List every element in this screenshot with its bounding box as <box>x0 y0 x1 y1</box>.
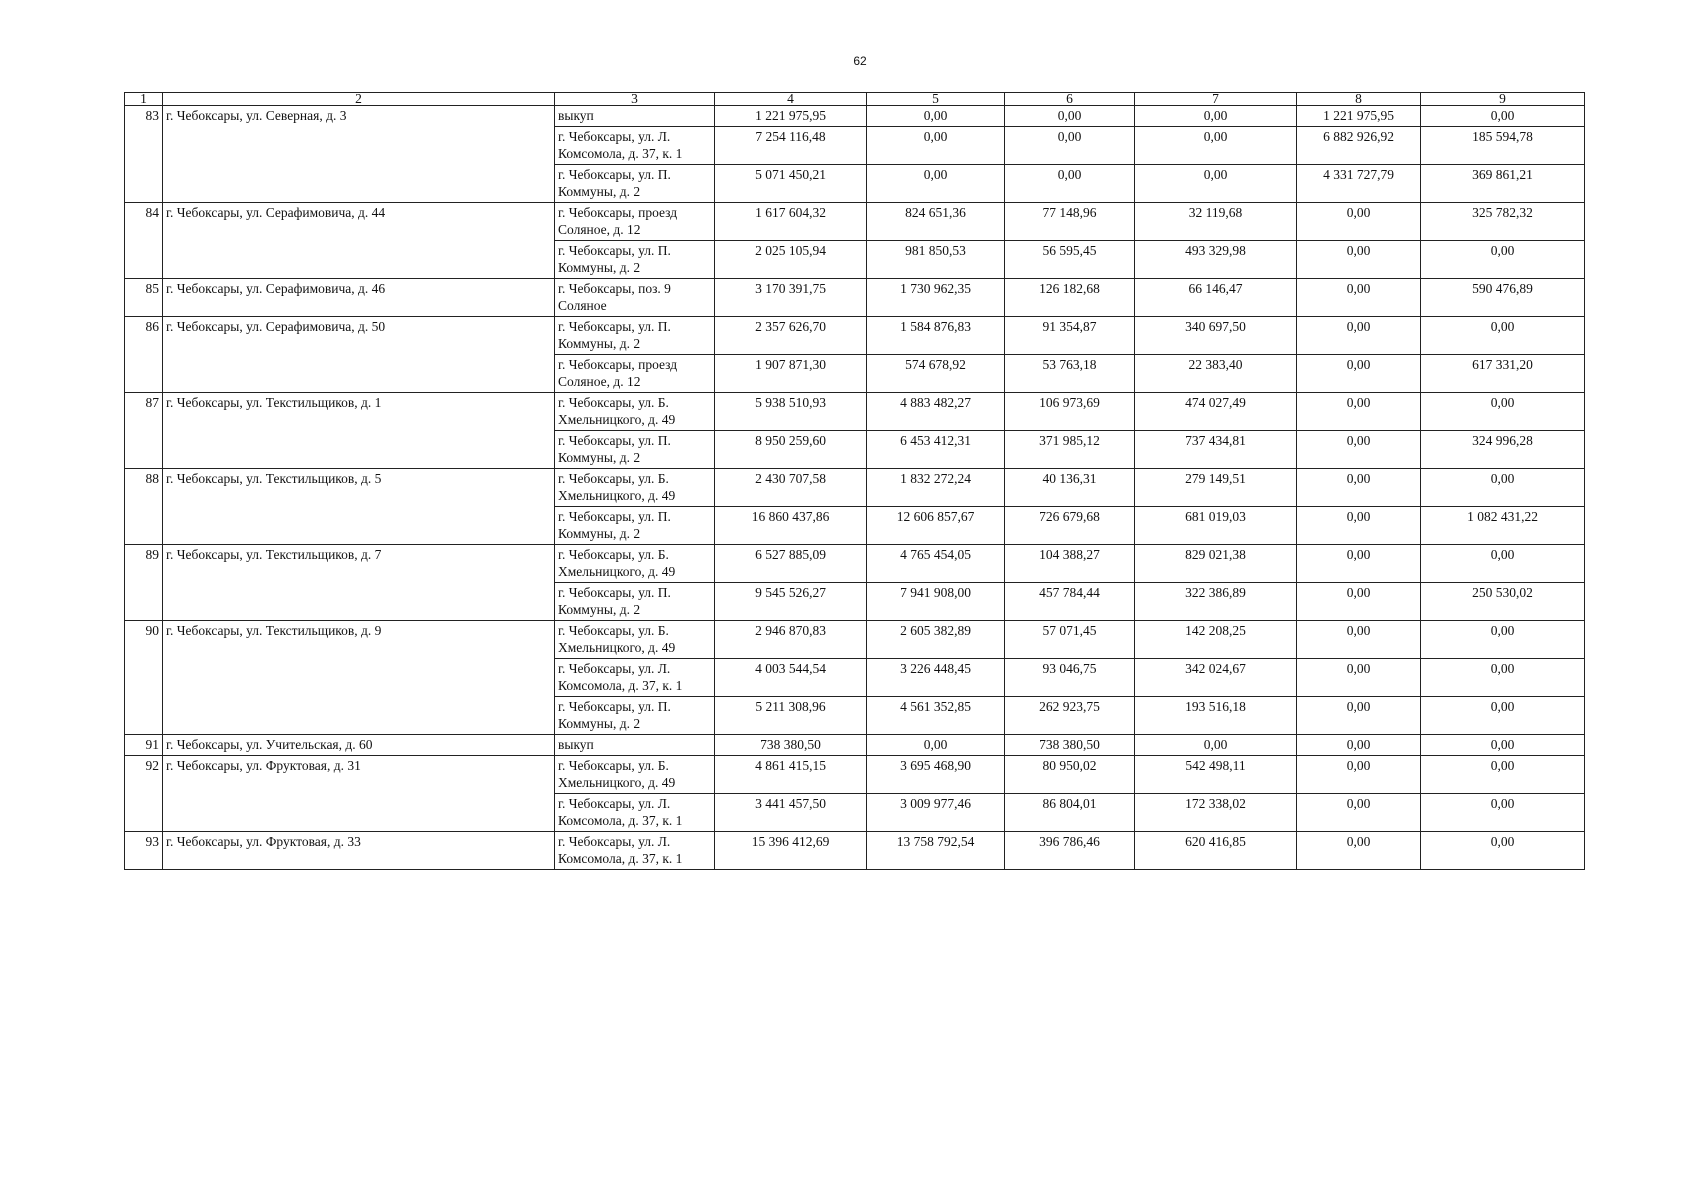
amount-cell: 325 782,32 <box>1421 203 1585 241</box>
amount-cell: 0,00 <box>1297 545 1421 583</box>
object-address: г. Чебоксары, ул. Серафимовича, д. 46 <box>163 279 555 317</box>
row-number: 85 <box>125 279 163 317</box>
amount-cell: 57 071,45 <box>1005 621 1135 659</box>
amount-cell: 737 434,81 <box>1135 431 1297 469</box>
source-address: г. Чебоксары, ул. Л. Комсомола, д. 37, к. 1 <box>555 794 715 832</box>
amount-cell: 342 024,67 <box>1135 659 1297 697</box>
amount-cell: 6 882 926,92 <box>1297 127 1421 165</box>
amount-cell: 15 396 412,69 <box>715 832 867 870</box>
amount-cell: 104 388,27 <box>1005 545 1135 583</box>
amount-cell: 590 476,89 <box>1421 279 1585 317</box>
amount-cell: 185 594,78 <box>1421 127 1585 165</box>
amount-cell: 2 946 870,83 <box>715 621 867 659</box>
column-header: 2 <box>163 93 555 106</box>
amount-cell: 1 221 975,95 <box>1297 106 1421 127</box>
amount-cell: 0,00 <box>1297 583 1421 621</box>
column-header: 7 <box>1135 93 1297 106</box>
amount-cell: 0,00 <box>1297 241 1421 279</box>
row-number: 84 <box>125 203 163 279</box>
amount-cell: 193 516,18 <box>1135 697 1297 735</box>
amount-cell: 0,00 <box>1421 697 1585 735</box>
column-header: 3 <box>555 93 715 106</box>
table-row <box>125 203 1585 241</box>
amount-cell: 1 584 876,83 <box>867 317 1005 355</box>
amount-cell: 5 071 450,21 <box>715 165 867 203</box>
amount-cell: 371 985,12 <box>1005 431 1135 469</box>
source-address: г. Чебоксары, ул. Б. Хмельницкого, д. 49 <box>555 621 715 659</box>
amount-cell: 2 430 707,58 <box>715 469 867 507</box>
amount-cell: 4 861 415,15 <box>715 756 867 794</box>
amount-cell: 4 561 352,85 <box>867 697 1005 735</box>
amount-cell: 12 606 857,67 <box>867 507 1005 545</box>
row-number: 87 <box>125 393 163 469</box>
amount-cell: 0,00 <box>1421 241 1585 279</box>
amount-cell: 0,00 <box>1297 621 1421 659</box>
amount-cell: 279 149,51 <box>1135 469 1297 507</box>
amount-cell: 493 329,98 <box>1135 241 1297 279</box>
amount-cell: 0,00 <box>1135 106 1297 127</box>
amount-cell: 0,00 <box>1005 165 1135 203</box>
amount-cell: 474 027,49 <box>1135 393 1297 431</box>
row-number: 88 <box>125 469 163 545</box>
column-header: 8 <box>1297 93 1421 106</box>
source-address: г. Чебоксары, ул. Л. Комсомола, д. 37, к. 1 <box>555 832 715 870</box>
amount-cell: 617 331,20 <box>1421 355 1585 393</box>
amount-cell: 16 860 437,86 <box>715 507 867 545</box>
amount-cell: 3 009 977,46 <box>867 794 1005 832</box>
column-header: 5 <box>867 93 1005 106</box>
amount-cell: 66 146,47 <box>1135 279 1297 317</box>
amount-cell: 4 331 727,79 <box>1297 165 1421 203</box>
source-address: г. Чебоксары, ул. П. Коммуны, д. 2 <box>555 507 715 545</box>
column-header: 6 <box>1005 93 1135 106</box>
source-address: г. Чебоксары, поз. 9 Соляное <box>555 279 715 317</box>
amount-cell: 542 498,11 <box>1135 756 1297 794</box>
amount-cell: 5 211 308,96 <box>715 697 867 735</box>
amount-cell: 324 996,28 <box>1421 431 1585 469</box>
amount-cell: 4 883 482,27 <box>867 393 1005 431</box>
source-address: выкуп <box>555 106 715 127</box>
object-address: г. Чебоксары, ул. Учительская, д. 60 <box>163 735 555 756</box>
amount-cell: 13 758 792,54 <box>867 832 1005 870</box>
amount-cell: 0,00 <box>1297 431 1421 469</box>
amount-cell: 0,00 <box>867 165 1005 203</box>
amount-cell: 0,00 <box>1297 203 1421 241</box>
amount-cell: 77 148,96 <box>1005 203 1135 241</box>
row-number: 83 <box>125 106 163 203</box>
row-number: 92 <box>125 756 163 832</box>
object-address: г. Чебоксары, ул. Серафимовича, д. 50 <box>163 317 555 393</box>
amount-cell: 4 003 544,54 <box>715 659 867 697</box>
amount-cell: 0,00 <box>1421 317 1585 355</box>
object-address: г. Чебоксары, ул. Текстильщиков, д. 9 <box>163 621 555 735</box>
amount-cell: 3 170 391,75 <box>715 279 867 317</box>
object-address: г. Чебоксары, ул. Северная, д. 3 <box>163 106 555 203</box>
amount-cell: 0,00 <box>1421 735 1585 756</box>
amount-cell: 0,00 <box>1421 469 1585 507</box>
amount-cell: 1 617 604,32 <box>715 203 867 241</box>
amount-cell: 0,00 <box>1005 106 1135 127</box>
table-row <box>125 832 1585 870</box>
table-row <box>125 469 1585 507</box>
source-address: г. Чебоксары, ул. Б. Хмельницкого, д. 49 <box>555 393 715 431</box>
amount-cell: 40 136,31 <box>1005 469 1135 507</box>
amount-cell: 0,00 <box>1421 659 1585 697</box>
table-row <box>125 393 1585 431</box>
source-address: выкуп <box>555 735 715 756</box>
amount-cell: 80 950,02 <box>1005 756 1135 794</box>
row-number: 86 <box>125 317 163 393</box>
source-address: г. Чебоксары, ул. П. Коммуны, д. 2 <box>555 431 715 469</box>
amount-cell: 0,00 <box>1421 106 1585 127</box>
amount-cell: 574 678,92 <box>867 355 1005 393</box>
object-address: г. Чебоксары, ул. Фруктовая, д. 33 <box>163 832 555 870</box>
source-address: г. Чебоксары, ул. Б. Хмельницкого, д. 49 <box>555 756 715 794</box>
amount-cell: 0,00 <box>1297 393 1421 431</box>
amount-cell: 0,00 <box>1297 832 1421 870</box>
row-number: 90 <box>125 621 163 735</box>
amount-cell: 1 832 272,24 <box>867 469 1005 507</box>
amount-cell: 1 221 975,95 <box>715 106 867 127</box>
amount-cell: 172 338,02 <box>1135 794 1297 832</box>
amount-cell: 250 530,02 <box>1421 583 1585 621</box>
amount-cell: 369 861,21 <box>1421 165 1585 203</box>
source-address: г. Чебоксары, проезд Соляное, д. 12 <box>555 355 715 393</box>
amount-cell: 0,00 <box>1135 165 1297 203</box>
amount-cell: 0,00 <box>1297 794 1421 832</box>
amount-cell: 7 254 116,48 <box>715 127 867 165</box>
data-table <box>124 92 1585 870</box>
amount-cell: 0,00 <box>1297 279 1421 317</box>
amount-cell: 2 025 105,94 <box>715 241 867 279</box>
amount-cell: 0,00 <box>1297 659 1421 697</box>
table-row <box>125 621 1585 659</box>
amount-cell: 3 695 468,90 <box>867 756 1005 794</box>
amount-cell: 0,00 <box>1135 127 1297 165</box>
amount-cell: 829 021,38 <box>1135 545 1297 583</box>
source-address: г. Чебоксары, ул. Б. Хмельницкого, д. 49 <box>555 545 715 583</box>
amount-cell: 6 527 885,09 <box>715 545 867 583</box>
source-address: г. Чебоксары, ул. П. Коммуны, д. 2 <box>555 317 715 355</box>
table-row <box>125 756 1585 794</box>
amount-cell: 0,00 <box>1421 756 1585 794</box>
source-address: г. Чебоксары, ул. П. Коммуны, д. 2 <box>555 165 715 203</box>
amount-cell: 322 386,89 <box>1135 583 1297 621</box>
amount-cell: 5 938 510,93 <box>715 393 867 431</box>
object-address: г. Чебоксары, ул. Фруктовая, д. 31 <box>163 756 555 832</box>
amount-cell: 0,00 <box>1421 393 1585 431</box>
column-header: 1 <box>125 93 163 106</box>
amount-cell: 457 784,44 <box>1005 583 1135 621</box>
amount-cell: 0,00 <box>1421 794 1585 832</box>
amount-cell: 0,00 <box>1421 545 1585 583</box>
amount-cell: 0,00 <box>1297 697 1421 735</box>
amount-cell: 0,00 <box>867 127 1005 165</box>
header-row <box>125 93 1585 106</box>
page-number: 62 <box>853 54 867 68</box>
source-address: г. Чебоксары, ул. П. Коммуны, д. 2 <box>555 697 715 735</box>
amount-cell: 8 950 259,60 <box>715 431 867 469</box>
amount-cell: 0,00 <box>1421 621 1585 659</box>
amount-cell: 0,00 <box>1297 317 1421 355</box>
amount-cell: 738 380,50 <box>1005 735 1135 756</box>
source-address: г. Чебоксары, ул. Л. Комсомола, д. 37, к. 1 <box>555 127 715 165</box>
amount-cell: 981 850,53 <box>867 241 1005 279</box>
amount-cell: 56 595,45 <box>1005 241 1135 279</box>
amount-cell: 1 082 431,22 <box>1421 507 1585 545</box>
row-number: 91 <box>125 735 163 756</box>
column-header: 9 <box>1421 93 1585 106</box>
amount-cell: 0,00 <box>1421 832 1585 870</box>
table-row <box>125 735 1585 756</box>
row-number: 93 <box>125 832 163 870</box>
table-row <box>125 317 1585 355</box>
amount-cell: 1 730 962,35 <box>867 279 1005 317</box>
amount-cell: 0,00 <box>1005 127 1135 165</box>
object-address: г. Чебоксары, ул. Текстильщиков, д. 1 <box>163 393 555 469</box>
amount-cell: 2 605 382,89 <box>867 621 1005 659</box>
amount-cell: 32 119,68 <box>1135 203 1297 241</box>
amount-cell: 738 380,50 <box>715 735 867 756</box>
amount-cell: 0,00 <box>1297 469 1421 507</box>
source-address: г. Чебоксары, ул. П. Коммуны, д. 2 <box>555 583 715 621</box>
amount-cell: 9 545 526,27 <box>715 583 867 621</box>
amount-cell: 91 354,87 <box>1005 317 1135 355</box>
row-number: 89 <box>125 545 163 621</box>
amount-cell: 262 923,75 <box>1005 697 1135 735</box>
amount-cell: 106 973,69 <box>1005 393 1135 431</box>
table-row <box>125 106 1585 127</box>
amount-cell: 681 019,03 <box>1135 507 1297 545</box>
object-address: г. Чебоксары, ул. Текстильщиков, д. 7 <box>163 545 555 621</box>
amount-cell: 824 651,36 <box>867 203 1005 241</box>
amount-cell: 396 786,46 <box>1005 832 1135 870</box>
source-address: г. Чебоксары, проезд Соляное, д. 12 <box>555 203 715 241</box>
amount-cell: 0,00 <box>1135 735 1297 756</box>
source-address: г. Чебоксары, ул. Л. Комсомола, д. 37, к. 1 <box>555 659 715 697</box>
amount-cell: 3 226 448,45 <box>867 659 1005 697</box>
object-address: г. Чебоксары, ул. Серафимовича, д. 44 <box>163 203 555 279</box>
amount-cell: 0,00 <box>867 106 1005 127</box>
amount-cell: 6 453 412,31 <box>867 431 1005 469</box>
amount-cell: 53 763,18 <box>1005 355 1135 393</box>
amount-cell: 86 804,01 <box>1005 794 1135 832</box>
amount-cell: 340 697,50 <box>1135 317 1297 355</box>
source-address: г. Чебоксары, ул. Б. Хмельницкого, д. 49 <box>555 469 715 507</box>
amount-cell: 93 046,75 <box>1005 659 1135 697</box>
amount-cell: 142 208,25 <box>1135 621 1297 659</box>
amount-cell: 0,00 <box>1297 355 1421 393</box>
amount-cell: 126 182,68 <box>1005 279 1135 317</box>
amount-cell: 620 416,85 <box>1135 832 1297 870</box>
amount-cell: 0,00 <box>1297 507 1421 545</box>
amount-cell: 22 383,40 <box>1135 355 1297 393</box>
amount-cell: 0,00 <box>1297 756 1421 794</box>
amount-cell: 0,00 <box>1297 735 1421 756</box>
source-address: г. Чебоксары, ул. П. Коммуны, д. 2 <box>555 241 715 279</box>
amount-cell: 2 357 626,70 <box>715 317 867 355</box>
amount-cell: 726 679,68 <box>1005 507 1135 545</box>
amount-cell: 1 907 871,30 <box>715 355 867 393</box>
amount-cell: 4 765 454,05 <box>867 545 1005 583</box>
column-header: 4 <box>715 93 867 106</box>
amount-cell: 3 441 457,50 <box>715 794 867 832</box>
object-address: г. Чебоксары, ул. Текстильщиков, д. 5 <box>163 469 555 545</box>
amount-cell: 0,00 <box>867 735 1005 756</box>
table-body <box>125 106 1585 870</box>
table-row <box>125 279 1585 317</box>
table-row <box>125 545 1585 583</box>
amount-cell: 7 941 908,00 <box>867 583 1005 621</box>
